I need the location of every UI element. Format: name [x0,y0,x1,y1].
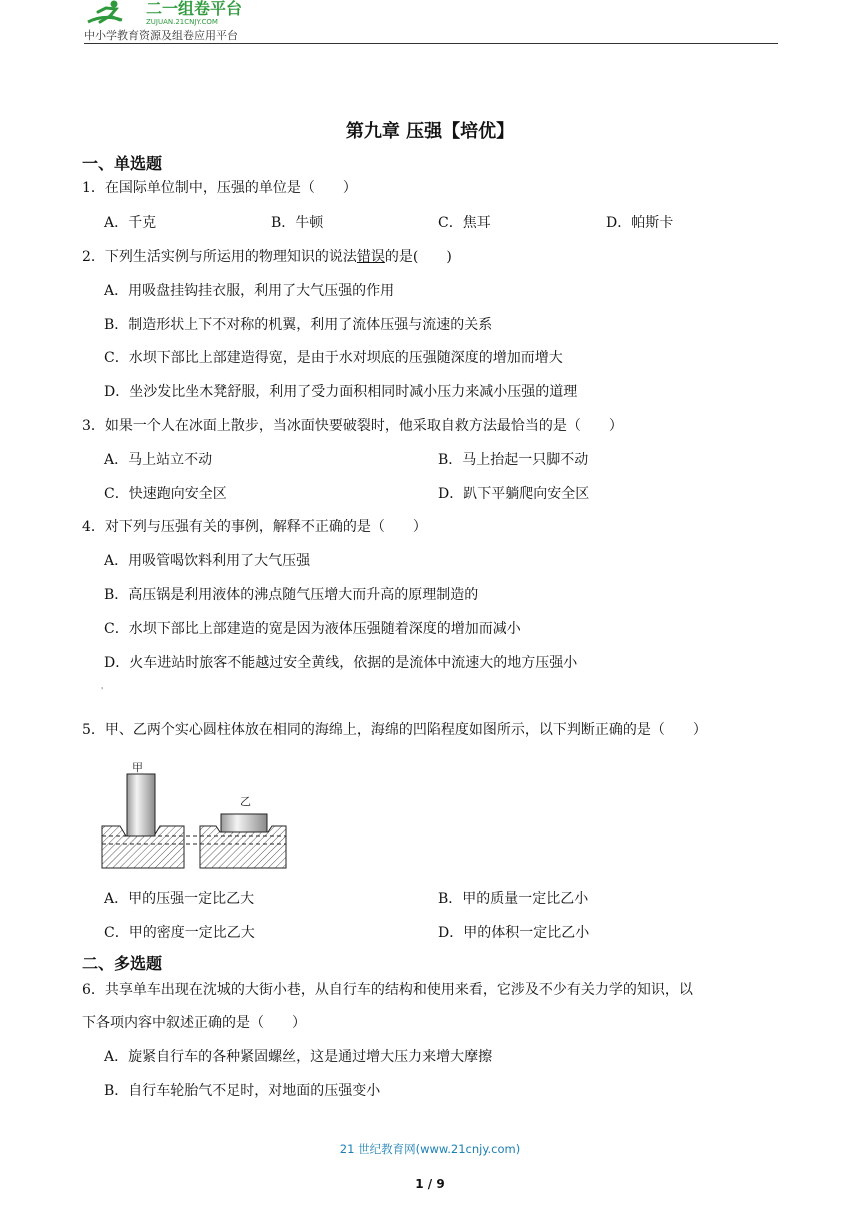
q5-option-d: D．甲的体积一定比乙小 [438,925,590,941]
q2-option-b: B．制造形状上下不对称的机翼，利用了流体压强与流速的关系 [104,317,493,333]
q1-option-c: C．焦耳 [438,215,491,231]
q2-option-a: A．用吸盘挂钩挂衣服，利用了大气压强的作用 [104,283,395,299]
sponge-figure [100,760,300,872]
q2-option-d: D．坐沙发比坐木凳舒服，利用了受力面积相同时减小压力来减小压强的道理 [104,384,578,400]
platform-name: 中小学教育资源及组卷应用平台 [84,29,238,42]
question-6-stem-line2: 下各项内容中叙述正确的是（ ） [82,1015,306,1031]
page-title: 第九章 压强【培优】 [345,121,515,142]
q3-option-d: D．趴下平躺爬向安全区 [438,486,590,502]
q5-option-a: A．甲的压强一定比乙大 [104,891,255,907]
q4-option-d: D．火车进站时旅客不能越过安全黄线，依据的是流体中流速大的地方压强小 [104,655,578,671]
figure-label-yi: 乙 [240,795,251,808]
q2-option-c: C．水坝下部比上部建造得宽，是由于水对坝底的压强随深度的增加而增大 [104,350,563,366]
footer-site-link[interactable]: 21 世纪教育网(www.21cnjy.com) [339,1142,521,1156]
q4-option-a: A．用吸管喝饮料利用了大气压强 [104,553,311,569]
question-3-stem: 3．如果一个人在冰面上散步，当冰面快要破裂时，他采取自救方法最恰当的是（ ） [82,418,623,434]
section-heading-single-choice: 一、单选题 [82,154,163,173]
q1-option-d: D．帕斯卡 [606,215,674,231]
sponge-cylinder-diagram [100,760,300,872]
q6-option-b: B．自行车轮胎气不足时，对地面的压强变小 [104,1083,381,1099]
q3-option-c: C．快速跑向安全区 [104,486,227,502]
q5-option-c: C．甲的密度一定比乙大 [104,925,255,941]
stray-mark: ' [101,686,104,695]
q2-stem-underlined: 错误 [356,249,385,265]
q3-option-b: B．马上抬起一只脚不动 [438,452,589,468]
section-heading-multiple-choice: 二、多选题 [82,954,163,973]
q5-option-b: B．甲的质量一定比乙小 [438,891,589,907]
question-1-stem: 1．在国际单位制中，压强的单位是（ ） [82,180,357,196]
q3-option-a: A．马上站立不动 [104,452,213,468]
runner-logo-icon [84,0,274,26]
figure-label-jia: 甲 [132,761,143,774]
question-5-stem: 5．甲、乙两个实心圆柱体放在相同的海绵上，海绵的凹陷程度如图所示，以下判断正确的是（ ） [82,722,707,738]
q4-option-b: B．高压锅是利用液体的沸点随气压增大而升高的原理制造的 [104,587,479,603]
q4-option-c: C．水坝下部比上部建造的宽是因为液体压强随着深度的增加而减小 [104,621,521,637]
q1-option-b: B．牛顿 [271,215,324,231]
question-6-stem-line1: 6．共享单车出现在沈城的大街小巷，从自行车的结构和使用来看，它涉及不少有关力学的知识，以 [82,982,693,998]
logo-cn-text: 二一组卷平台 [146,0,243,18]
site-logo [84,0,274,26]
page-number: 1 / 9 [415,1177,445,1191]
logo-en-text: ZUJUAN.21CNJY.COM [146,18,218,26]
header-divider [84,43,778,44]
q1-option-a: A．千克 [104,215,157,231]
q2-stem-pre: 2．下列生活实例与所运用的物理知识的说法 [82,249,357,265]
question-4-stem: 4．对下列与压强有关的事例，解释不正确的是（ ） [82,519,427,535]
q2-stem-post: 的是( ) [384,249,452,265]
q6-option-a: A．旋紧自行车的各种紧固螺丝，这是通过增大压力来增大摩擦 [104,1049,493,1065]
question-2-stem [82,247,452,267]
